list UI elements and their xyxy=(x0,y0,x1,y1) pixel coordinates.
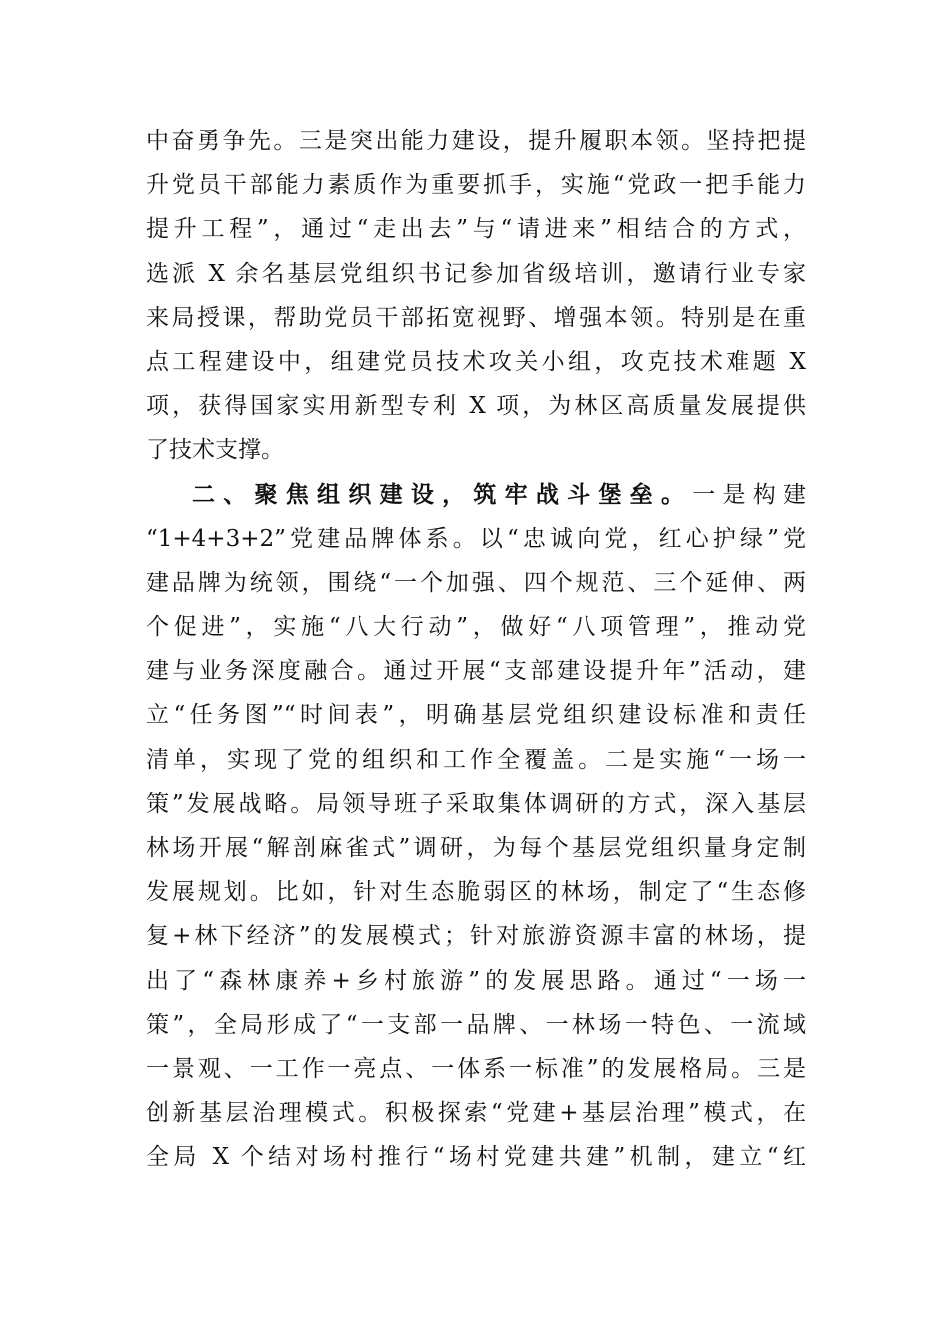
text-line: 项，获得国家实用新型专利 X 项，为林区高质量发展提供 xyxy=(146,393,806,420)
paragraph-capability-building xyxy=(146,119,806,473)
text-line: 创新基层治理模式。积极探索“党建+基层治理”模式，在 xyxy=(146,1100,806,1127)
text-line: 个促进”，实施“八大行动”，做好“八项管理”，推动党 xyxy=(146,614,806,641)
paragraph-organization-building xyxy=(146,473,806,1180)
text-line: 升党员干部能力素质作为重要抓手，实施“党政一把手能力 xyxy=(146,172,806,199)
text-line: 点工程建设中，组建党员技术攻关小组，攻克技术难题 X xyxy=(146,348,806,375)
text-line: 策”，全局形成了“一支部一品牌、一林场一特色、一流域 xyxy=(146,1011,806,1038)
section-heading: 二、聚焦组织建设，筑牢战斗堡垒。 xyxy=(192,481,693,508)
document-body xyxy=(146,119,806,1180)
text-line: 来局授课，帮助党员干部拓宽视野、增强本领。特别是在重 xyxy=(146,304,806,331)
text-line: 建品牌为统领，围绕“一个加强、四个规范、三个延伸、两 xyxy=(146,569,806,596)
text-line: 了技术支撑。 xyxy=(146,437,284,464)
heading-line-rest: 一是构建 xyxy=(692,481,807,508)
text-line: 清单，实现了党的组织和工作全覆盖。二是实施“一场一 xyxy=(146,746,806,773)
text-line: 全局 X 个结对场村推行“场村党建共建”机制，建立“红 xyxy=(146,1144,806,1171)
text-line: 复+林下经济”的发展模式；针对旅游资源丰富的林场，提 xyxy=(146,923,806,950)
text-line: 策”发展战略。局领导班子采取集体调研的方式，深入基层 xyxy=(146,790,806,817)
text-line: 一景观、一工作一亮点、一体系一标准”的发展格局。三是 xyxy=(146,1055,806,1082)
heading-line xyxy=(146,473,806,517)
text-line: “1+4+3+2”党建品牌体系。以“忠诚向党，红心护绿”党 xyxy=(146,525,806,552)
text-line: 出了“森林康养+乡村旅游”的发展思路。通过“一场一 xyxy=(146,967,806,994)
text-line: 中奋勇争先。三是突出能力建设，提升履职本领。坚持把提 xyxy=(146,128,806,154)
text-line: 建与业务深度融合。通过开展“支部建设提升年”活动，建 xyxy=(146,658,806,685)
text-line: 立“任务图”“时间表”，明确基层党组织建设标准和责任 xyxy=(146,702,806,729)
text-line: 提升工程”，通过“走出去”与“请进来”相结合的方式， xyxy=(146,216,806,243)
text-line: 选派 X 余名基层党组织书记参加省级培训，邀请行业专家 xyxy=(146,260,806,287)
text-line: 林场开展“解剖麻雀式”调研，为每个基层党组织量身定制 xyxy=(146,835,806,861)
text-line: 发展规划。比如，针对生态脆弱区的林场，制定了“生态修 xyxy=(146,879,806,906)
